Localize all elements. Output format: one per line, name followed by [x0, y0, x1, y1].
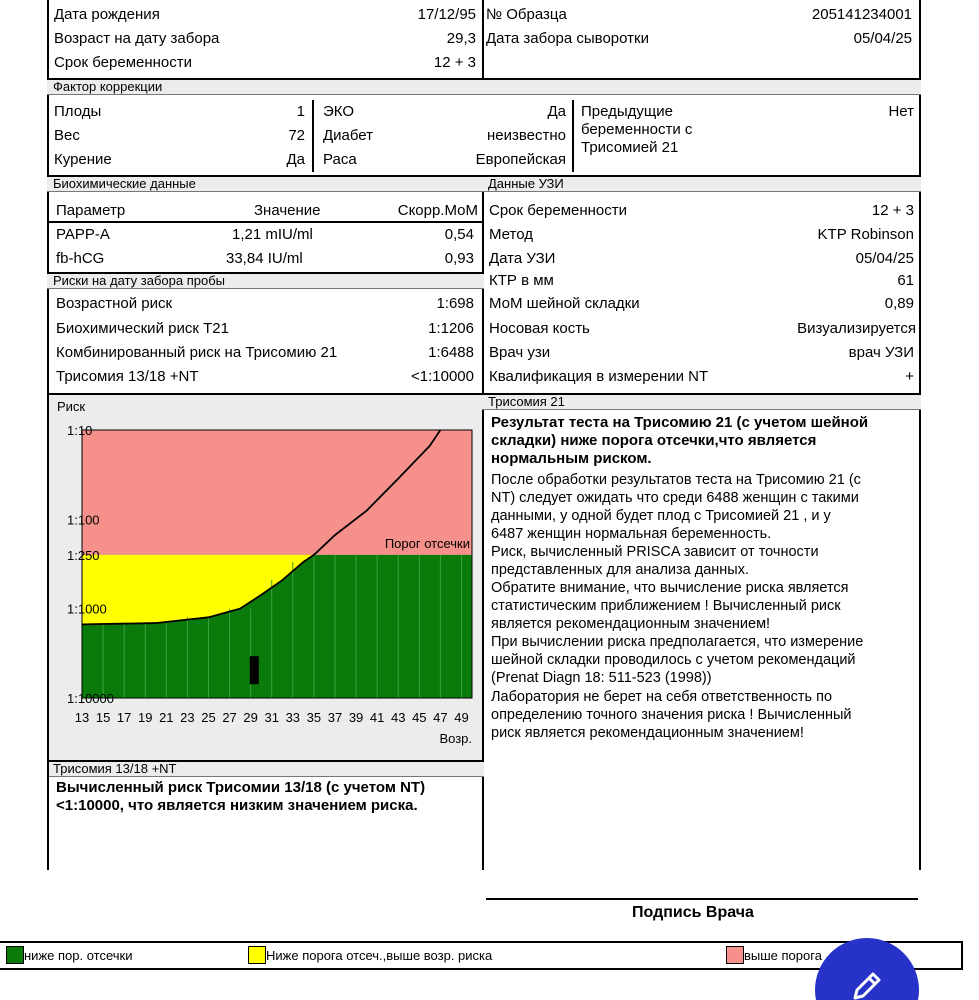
- us-value: врач УЗИ: [848, 344, 914, 361]
- col-value: Значение: [254, 202, 321, 219]
- t21-paragraph-5: [491, 688, 852, 742]
- t21-line: После обработки результатов теста на Трисомию 21 (с: [491, 472, 861, 488]
- legend-yellow-swatch: [248, 946, 266, 964]
- col-param: Параметр: [56, 202, 126, 219]
- x-tick-label: 35: [306, 710, 322, 725]
- t21-header: [482, 393, 921, 410]
- prev-label-1: Предыдущие: [581, 103, 673, 120]
- risk-value: 1:698: [436, 295, 474, 312]
- t21-line: (Prenat Diagn 18: 511-523 (1998)): [491, 670, 712, 686]
- smoking-label: Курение: [54, 151, 112, 168]
- age-value: 29,3: [446, 30, 476, 47]
- frame-right: [919, 95, 921, 175]
- us-label: Дата УЗИ: [489, 250, 556, 267]
- sample-no-value: 205141234001: [811, 6, 912, 23]
- us-label: Врач узи: [489, 344, 551, 361]
- risk-value: <1:10000: [411, 368, 474, 385]
- biochem-value: 1,21 mIU/ml: [232, 226, 313, 243]
- y-tick-label: 1:10000: [67, 691, 114, 706]
- serum-date-value: 05/04/25: [853, 30, 912, 47]
- correction-title: Фактор коррекции: [53, 79, 163, 94]
- ultrasound-title: Данные УЗИ: [488, 176, 564, 191]
- t1318-title: Трисомия 13/18 +NT: [53, 761, 177, 776]
- t21-line: статистическим приближением ! Вычисленный риск: [491, 598, 841, 614]
- t21-paragraph-4: [491, 633, 863, 687]
- risk-label: Трисомия 13/18 +NT: [56, 368, 199, 385]
- biochem-title: Биохимические данные: [53, 176, 196, 191]
- legend-green-swatch: [6, 946, 24, 964]
- diabetes-value: неизвестно: [486, 127, 566, 144]
- t21-paragraph-2: [491, 543, 819, 579]
- x-tick-label: 39: [348, 710, 364, 725]
- biochem-param: PAPP-A: [56, 226, 110, 243]
- t1318-result-line: <1:10000, что является низким значением риска.: [56, 797, 418, 814]
- t21-line: 6487 женщин нормальная беременность.: [491, 526, 772, 542]
- frame-left: [47, 192, 49, 400]
- us-label: Носовая кость: [489, 320, 590, 337]
- t21-line: Риск, вычисленный PRISCA зависит от точности: [491, 544, 819, 560]
- t21-line: риск является рекомендационным значением!: [491, 725, 804, 741]
- us-value: 05/04/25: [855, 250, 914, 267]
- biochem-underline: [49, 221, 482, 223]
- t21-line: определению точного значения риска ! Вычисленный: [491, 707, 852, 723]
- legend-red-label: выше порога: [744, 948, 822, 963]
- cutoff-label: Порог отсечки: [384, 535, 470, 551]
- t21-line: представленных для анализа данных.: [491, 562, 750, 578]
- t21-title: Трисомия 21: [488, 394, 565, 409]
- y-tick-label: 1:10: [67, 423, 93, 438]
- y-tick-label: 1:250: [67, 547, 100, 563]
- x-axis-label: Возр.: [439, 731, 472, 746]
- risk-label: Возрастной риск: [56, 295, 173, 312]
- diabetes-label: Диабет: [323, 127, 374, 144]
- race-value: Европейская: [475, 151, 566, 168]
- race-label: Раса: [323, 151, 357, 168]
- smoking-value: Да: [286, 151, 305, 168]
- fetuses-value: 1: [296, 103, 305, 120]
- prev-label-3: Трисомией 21: [581, 139, 679, 156]
- us-value: +: [905, 368, 914, 385]
- risks-header: [47, 272, 484, 289]
- us-label: КТР в мм: [489, 272, 554, 289]
- t21-line: Обратите внимание, что вычисление риска является: [491, 580, 849, 596]
- us-label: Срок беременности: [489, 202, 628, 219]
- risk-label: Комбинированный риск на Трисомию 21: [56, 344, 338, 361]
- frame-left: [47, 393, 49, 870]
- x-tick-label: 21: [159, 710, 174, 725]
- prev-label-2: беременности с: [581, 121, 693, 138]
- gest-value: 12 + 3: [433, 54, 476, 71]
- col-mom: Скорр.МоМ: [397, 202, 478, 219]
- t21-paragraph-3: [491, 579, 849, 633]
- t21-line: является рекомендационным значением!: [491, 616, 771, 632]
- us-value: 61: [897, 272, 914, 289]
- us-value: Визуализируется: [797, 320, 916, 337]
- y-axis-label: Риск: [57, 399, 86, 414]
- x-tick-label: 31: [264, 710, 279, 725]
- biochem-mom: 0,93: [444, 250, 474, 267]
- x-tick-label: 17: [116, 710, 132, 725]
- x-tick-label: 19: [138, 710, 153, 725]
- birth-date-value: 17/12/95: [417, 6, 476, 23]
- x-tick-label: 29: [243, 710, 258, 725]
- risks-title: Риски на дату забора пробы: [53, 273, 225, 288]
- legend-yellow-label: Ниже порога отсеч.,выше возр. риска: [266, 948, 493, 963]
- x-tick-label: 15: [95, 710, 111, 725]
- t21-line: шейной складки проводилось с учетом рекомендаций: [491, 652, 856, 668]
- serum-date-label: Дата забора сыворотки: [486, 30, 649, 47]
- x-tick-label: 37: [327, 710, 343, 725]
- correction-header: [47, 78, 921, 95]
- weight-value: 72: [288, 127, 305, 144]
- frame-left: [47, 0, 49, 78]
- t21-paragraph-1: [491, 471, 861, 543]
- x-tick-label: 27: [222, 710, 237, 725]
- x-tick-label: 41: [369, 710, 385, 725]
- biochem-header: [47, 175, 484, 192]
- biochem-mom: 0,54: [444, 226, 474, 243]
- risk-value: 1:1206: [428, 320, 474, 337]
- t1318-result: [56, 779, 425, 815]
- t21-result: [491, 414, 868, 468]
- frame-divider: [312, 100, 314, 172]
- us-value: 0,89: [884, 295, 914, 312]
- t21-line: данными, у одной будет плод с Трисомией 21 , и у: [491, 508, 831, 524]
- risk-chart: [49, 395, 482, 760]
- prev-value: Нет: [888, 103, 914, 120]
- pencil-icon: [847, 966, 887, 1000]
- frame-left: [47, 95, 49, 175]
- us-label: Квалификация в измерении NT: [489, 368, 709, 385]
- t21-line: NT) следует ожидать что среди 6488 женщин с такими: [491, 490, 859, 506]
- biochem-param: fb-hCG: [56, 250, 105, 267]
- t21-line: При вычислении риска предполагается, что измерение: [491, 634, 864, 650]
- frame-right: [919, 192, 921, 400]
- ivf-value: Да: [547, 103, 566, 120]
- age-label: Возраст на дату забора: [54, 30, 220, 47]
- x-tick-label: 23: [180, 710, 195, 725]
- y-tick-label: 1:1000: [67, 601, 107, 617]
- t21-result-line: нормальным риском.: [491, 450, 652, 467]
- risk-value: 1:6488: [428, 344, 474, 361]
- us-value: KTP Robinson: [817, 226, 914, 243]
- ivf-label: ЭКО: [323, 103, 355, 120]
- us-label: МоМ шейной складки: [489, 295, 640, 312]
- frame-mid: [482, 0, 484, 78]
- fetuses-label: Плоды: [54, 103, 102, 120]
- weight-label: Вес: [54, 127, 80, 144]
- t1318-header: [47, 760, 484, 777]
- signature-line: [486, 898, 918, 900]
- x-tick-label: 33: [285, 710, 301, 725]
- x-tick-label: 47: [433, 710, 448, 725]
- sample-no-label: № Образца: [486, 6, 567, 23]
- y-tick-label: 1:100: [67, 512, 100, 528]
- us-label: Метод: [489, 226, 533, 243]
- t21-result-line: складки) ниже порога отсечки,что является: [491, 432, 817, 449]
- gest-label: Срок беременности: [54, 54, 193, 71]
- birth-date-label: Дата рождения: [54, 6, 160, 23]
- frame-mid: [482, 192, 484, 400]
- frame-right: [919, 0, 921, 78]
- x-tick-label: 49: [454, 710, 469, 725]
- legend-green-label: ниже пор. отсечки: [24, 948, 133, 963]
- frame-right: [919, 410, 921, 870]
- ultrasound-header: [482, 175, 921, 192]
- t1318-result-line: Вычисленный риск Трисомии 13/18 (с учетом NT): [56, 779, 426, 796]
- risk-label: Биохимический риск Т21: [56, 320, 229, 337]
- x-tick-label: 43: [390, 710, 406, 725]
- patient-marker: [250, 656, 259, 684]
- x-tick-label: 45: [412, 710, 427, 725]
- frame-divider: [572, 100, 574, 172]
- signature-label: Подпись Врача: [632, 904, 754, 921]
- us-value: 12 + 3: [871, 202, 914, 219]
- t21-result-line: Результат теста на Трисомию 21 (с учетом шейной: [491, 414, 869, 431]
- frame-mid: [482, 410, 484, 870]
- x-tick-label: 25: [201, 710, 216, 725]
- x-tick-label: 13: [74, 710, 90, 725]
- t21-line: Лаборатория не берет на себя ответственность по: [491, 689, 833, 705]
- biochem-value: 33,84 IU/ml: [226, 250, 303, 267]
- legend-red-swatch: [726, 946, 744, 964]
